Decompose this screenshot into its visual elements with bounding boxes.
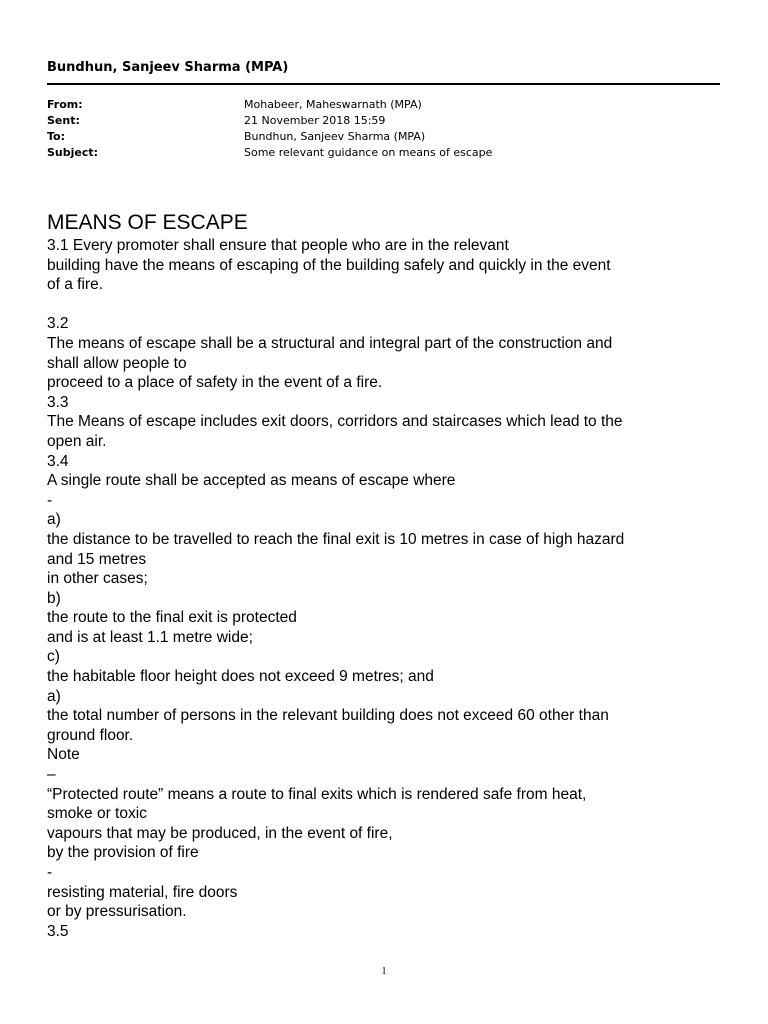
body-line: - [47, 864, 53, 881]
body-line: A single route shall be accepted as means of escape where [47, 472, 456, 490]
body-line: the route to the final exit is protected [47, 609, 297, 627]
body-line: or by pressurisation. [47, 903, 187, 921]
body-text [47, 236, 727, 941]
body-line: The means of escape shall be a structural and integral part of the construction and [47, 334, 613, 352]
body-line: 3.4 [47, 452, 69, 470]
body-line: open air. [47, 432, 107, 450]
body-line: building have the means of escaping of the building safely and quickly in the event [47, 256, 611, 274]
body-line: ground floor. [47, 726, 134, 744]
body-line: and is at least 1.1 metre wide; [47, 628, 253, 646]
body-line: of a fire. [47, 276, 103, 294]
to-value: Bundhun, Sanjeev Sharma (MPA) [244, 130, 426, 143]
header-owner: Bundhun, Sanjeev Sharma (MPA) [47, 60, 289, 75]
body-line: “Protected route” means a route to final exits which is rendered safe from heat, [47, 785, 587, 803]
header-rule [47, 83, 720, 85]
body-line: 3.3 [47, 393, 69, 411]
subject-label: Subject: [47, 146, 99, 159]
body-line: smoke or toxic [47, 805, 147, 823]
body-line: the total number of persons in the relevant building does not exceed 60 other than [47, 707, 609, 725]
body-line: The Means of escape includes exit doors, corridors and staircases which lead to the [47, 413, 623, 431]
body-line: and 15 metres [47, 550, 147, 568]
body-line [47, 295, 727, 315]
sent-value: 21 November 2018 15:59 [244, 114, 386, 127]
body-line: resisting material, fire doors [47, 883, 238, 901]
body-line: proceed to a place of safety in the event of a fire. [47, 374, 383, 392]
from-value: Mohabeer, Maheswarnath (MPA) [244, 98, 422, 111]
body-line: in other cases; [47, 570, 148, 588]
from-label: From: [47, 98, 83, 111]
body-line: 3.5 [47, 922, 69, 940]
body-line: the habitable floor height does not exceed 9 metres; and [47, 668, 434, 686]
body-line: by the provision of fire [47, 844, 199, 862]
body-line: – [47, 766, 56, 784]
email-header-subject [47, 144, 727, 161]
body-line: a) [47, 687, 61, 705]
body-line: - [47, 491, 53, 509]
body-line: shall allow people to [47, 354, 187, 372]
to-label: To: [47, 130, 65, 143]
body-line: Note [47, 746, 80, 764]
document-title: MEANS OF ESCAPE [47, 211, 248, 234]
email-header-sent [47, 112, 727, 129]
body-line: 3.2 [47, 315, 69, 333]
body-line: 3.1 Every promoter shall ensure that people who are in the relevant [47, 237, 509, 254]
body-line: vapours that may be produced, in the event of fire, [47, 824, 393, 842]
email-header-to [47, 128, 727, 145]
email-header-from [47, 96, 727, 113]
page-number: 1 [381, 966, 387, 977]
body-line: c) [47, 648, 60, 666]
subject-value: Some relevant guidance on means of escape [244, 146, 493, 159]
body-line: b) [47, 589, 61, 607]
sent-label: Sent: [47, 114, 80, 127]
body-line: a) [47, 511, 61, 529]
body-line: the distance to be travelled to reach the final exit is 10 metres in case of high hazard [47, 530, 625, 548]
